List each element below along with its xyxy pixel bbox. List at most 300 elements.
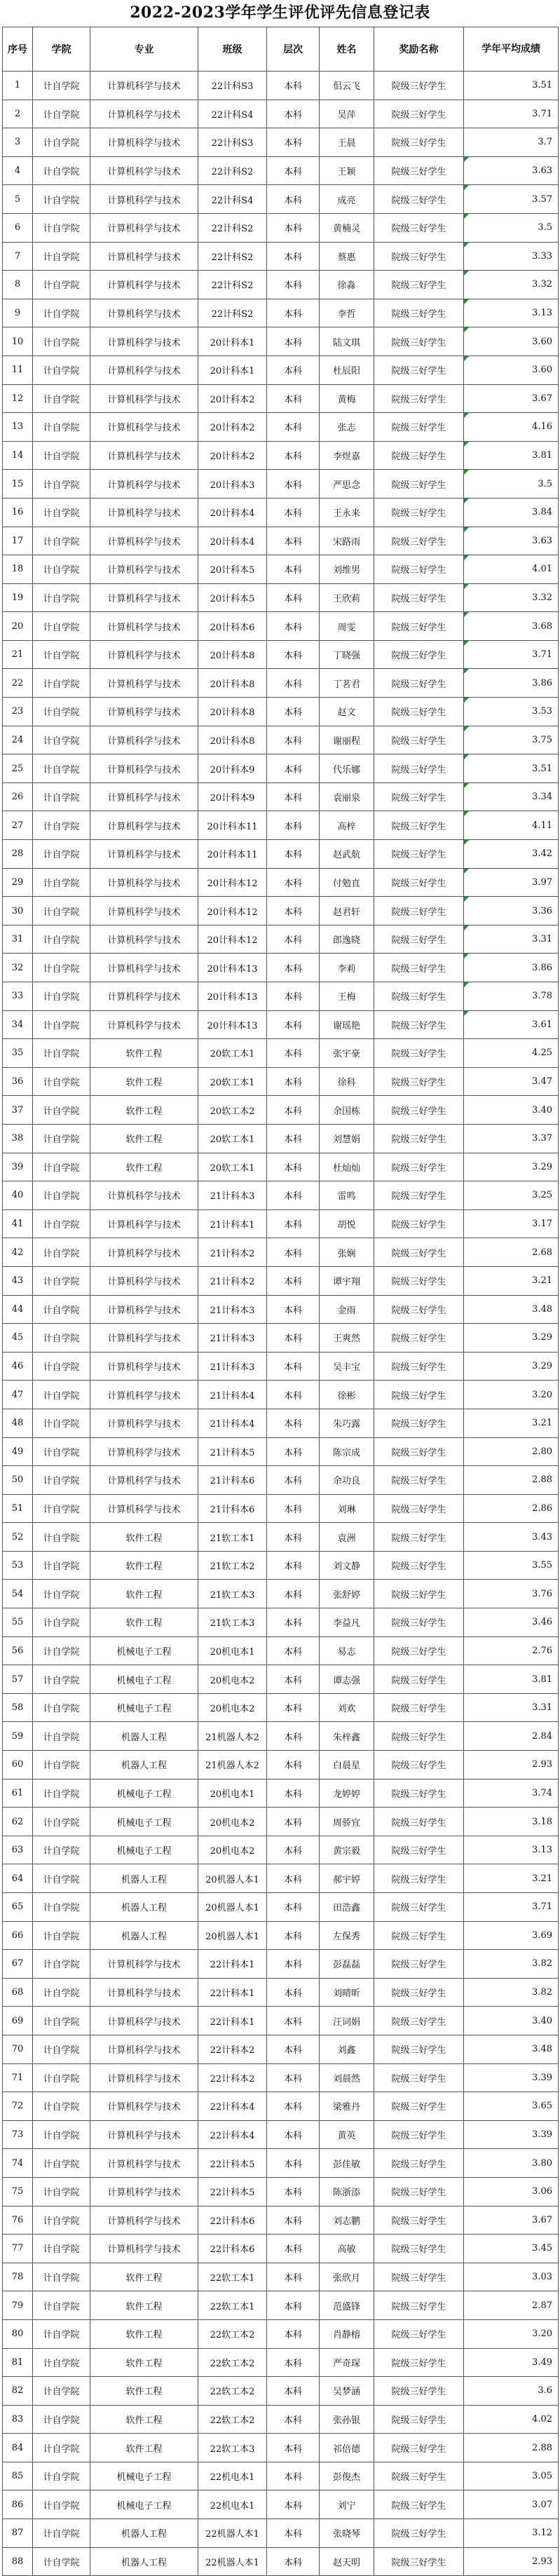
cell-level: 本科 <box>267 470 320 499</box>
cell-avg-score: 3.63 <box>464 527 559 555</box>
cell-level: 本科 <box>267 1153 320 1181</box>
table-row <box>3 72 559 100</box>
cell-student-name: 刘文静 <box>320 1551 374 1580</box>
cell-college: 计自学院 <box>33 1381 90 1409</box>
cell-avg-score: 3.40 <box>464 1096 559 1125</box>
cell-major: 计算机科学与技术 <box>90 897 198 926</box>
cell-college: 计自学院 <box>33 100 90 128</box>
cell-student-name: 张舒婷 <box>320 1580 374 1608</box>
cell-avg-score: 3.05 <box>464 2462 559 2490</box>
cell-class: 20软工本2 <box>198 1096 267 1125</box>
cell-class: 22计科本4 <box>198 2120 267 2149</box>
cell-level: 本科 <box>267 1836 320 1864</box>
cell-avg-score: 3.61 <box>464 1010 559 1039</box>
cell-major: 软件工程 <box>90 2434 198 2462</box>
cell-award: 院级三好学生 <box>374 327 464 356</box>
cell-seq: 70 <box>3 2035 33 2063</box>
cell-avg-score: 3.81 <box>464 441 559 470</box>
cell-major: 计算机科学与技术 <box>90 1950 198 1979</box>
table-row <box>3 2263 559 2291</box>
table-row <box>3 1779 559 1808</box>
cell-student-name: 吴丰宝 <box>320 1352 374 1381</box>
cell-avg-score: 3.18 <box>464 1808 559 1836</box>
cell-award: 院级三好学生 <box>374 982 464 1011</box>
cell-class: 21软工本2 <box>198 1551 267 1580</box>
cell-avg-score: 4.16 <box>464 413 559 442</box>
cell-college: 计自学院 <box>33 1722 90 1751</box>
cell-level: 本科 <box>267 1921 320 1950</box>
cell-avg-score: 3.5 <box>464 213 559 242</box>
table-row <box>3 156 559 185</box>
table-row <box>3 1295 559 1324</box>
cell-college: 计自学院 <box>33 726 90 754</box>
cell-class: 20计科本1 <box>198 327 267 356</box>
cell-major: 计算机科学与技术 <box>90 2120 198 2149</box>
cell-level: 本科 <box>267 811 320 840</box>
cell-seq: 63 <box>3 1836 33 1864</box>
cell-college: 计自学院 <box>33 1409 90 1437</box>
table-row <box>3 1751 559 1780</box>
cell-seq: 72 <box>3 2092 33 2121</box>
cell-avg-score: 3.48 <box>464 1295 559 1324</box>
cell-major: 计算机科学与技术 <box>90 2007 198 2035</box>
cell-major: 机械电子工程 <box>90 2462 198 2490</box>
cell-class: 21计科本2 <box>198 1238 267 1267</box>
cell-college: 计自学院 <box>33 1352 90 1381</box>
cell-seq: 69 <box>3 2007 33 2035</box>
cell-award: 院级三好学生 <box>374 2263 464 2291</box>
cell-avg-score: 3.37 <box>464 1124 559 1153</box>
cell-level: 本科 <box>267 2547 320 2576</box>
cell-major: 计算机科学与技术 <box>90 1494 198 1523</box>
cell-seq: 31 <box>3 925 33 954</box>
cell-major: 计算机科学与技术 <box>90 840 198 869</box>
cell-award: 院级三好学生 <box>374 1409 464 1437</box>
cell-level: 本科 <box>267 1266 320 1295</box>
cell-award: 院级三好学生 <box>374 271 464 299</box>
cell-level: 本科 <box>267 1352 320 1381</box>
cell-level: 本科 <box>267 1039 320 1068</box>
cell-award: 院级三好学生 <box>374 1209 464 1238</box>
cell-avg-score: 3.39 <box>464 2120 559 2149</box>
cell-major: 机械电子工程 <box>90 1836 198 1864</box>
cell-student-name: 张孙银 <box>320 2405 374 2434</box>
table-row <box>3 1864 559 1893</box>
cell-class: 22计科S2 <box>198 213 267 242</box>
cell-award: 院级三好学生 <box>374 1494 464 1523</box>
cell-award: 院级三好学生 <box>374 555 464 584</box>
cell-student-name: 丁茗君 <box>320 669 374 698</box>
cell-college: 计自学院 <box>33 954 90 982</box>
cell-award: 院级三好学生 <box>374 612 464 641</box>
cell-avg-score: 3.12 <box>464 2519 559 2548</box>
cell-class: 20计科本11 <box>198 840 267 869</box>
cell-award: 院级三好学生 <box>374 185 464 214</box>
cell-award: 院级三好学生 <box>374 925 464 954</box>
cell-student-name: 袁洲 <box>320 1523 374 1552</box>
cell-class: 22计科本5 <box>198 2149 267 2178</box>
cell-college: 计自学院 <box>33 2291 90 2320</box>
cell-award: 院级三好学生 <box>374 782 464 811</box>
table-row <box>3 868 559 897</box>
cell-class: 21软工本3 <box>198 1580 267 1608</box>
cell-college: 计自学院 <box>33 213 90 242</box>
cell-seq: 54 <box>3 1580 33 1608</box>
cell-avg-score: 4.11 <box>464 811 559 840</box>
cell-seq: 33 <box>3 982 33 1011</box>
cell-avg-score: 3.21 <box>464 1864 559 1893</box>
cell-level: 本科 <box>267 1608 320 1637</box>
cell-major: 软件工程 <box>90 1551 198 1580</box>
cell-class: 22计科S3 <box>198 72 267 100</box>
cell-class: 20计科本9 <box>198 782 267 811</box>
cell-college: 计自学院 <box>33 1494 90 1523</box>
cell-student-name: 刘慧娟 <box>320 1124 374 1153</box>
cell-college: 计自学院 <box>33 1324 90 1353</box>
cell-level: 本科 <box>267 156 320 185</box>
cell-award: 院级三好学生 <box>374 2405 464 2434</box>
cell-seq: 50 <box>3 1466 33 1495</box>
cell-avg-score: 3.40 <box>464 2007 559 2035</box>
cell-level: 本科 <box>267 2462 320 2490</box>
cell-level: 本科 <box>267 100 320 128</box>
cell-avg-score: 3.07 <box>464 2490 559 2519</box>
cell-seq: 49 <box>3 1437 33 1466</box>
cell-avg-score: 2.87 <box>464 2291 559 2320</box>
cell-seq: 80 <box>3 2319 33 2348</box>
cell-major: 计算机科学与技术 <box>90 782 198 811</box>
cell-level: 本科 <box>267 2348 320 2377</box>
cell-student-name: 高敏 <box>320 2235 374 2263</box>
cell-college: 计自学院 <box>33 2348 90 2377</box>
cell-award: 院级三好学生 <box>374 100 464 128</box>
table-row <box>3 2319 559 2348</box>
cell-major: 机器人工程 <box>90 2519 198 2548</box>
cell-avg-score: 3.60 <box>464 327 559 356</box>
cell-student-name: 佀云飞 <box>320 72 374 100</box>
cell-class: 22计科本2 <box>198 2063 267 2092</box>
cell-award: 院级三好学生 <box>374 413 464 442</box>
cell-student-name: 张晓琴 <box>320 2519 374 2548</box>
cell-major: 软件工程 <box>90 1124 198 1153</box>
cell-class: 20计科本13 <box>198 982 267 1011</box>
table-row <box>3 2462 559 2490</box>
cell-major: 计算机科学与技术 <box>90 498 198 527</box>
cell-college: 计自学院 <box>33 2035 90 2063</box>
cell-level: 本科 <box>267 1409 320 1437</box>
cell-level: 本科 <box>267 1893 320 1922</box>
cell-avg-score: 3.39 <box>464 2063 559 2092</box>
cell-class: 20软工本1 <box>198 1067 267 1096</box>
cell-student-name: 吴梦涵 <box>320 2377 374 2406</box>
cell-avg-score: 2.93 <box>464 2547 559 2576</box>
cell-student-name: 陆文琪 <box>320 327 374 356</box>
cell-student-name: 谢丽程 <box>320 726 374 754</box>
cell-level: 本科 <box>267 1209 320 1238</box>
cell-class: 22软工本2 <box>198 2377 267 2406</box>
cell-seq: 18 <box>3 555 33 584</box>
cell-college: 计自学院 <box>33 925 90 954</box>
cell-avg-score: 2.88 <box>464 1466 559 1495</box>
cell-level: 本科 <box>267 185 320 214</box>
table-row <box>3 470 559 499</box>
cell-seq: 35 <box>3 1039 33 1068</box>
cell-student-name: 朱巧露 <box>320 1409 374 1437</box>
cell-major: 计算机科学与技术 <box>90 640 198 669</box>
cell-avg-score: 3.65 <box>464 2092 559 2121</box>
table-row <box>3 2092 559 2121</box>
cell-student-name: 黄楠灵 <box>320 213 374 242</box>
cell-award: 院级三好学生 <box>374 1067 464 1096</box>
table-row <box>3 1921 559 1950</box>
table-row <box>3 897 559 926</box>
cell-level: 本科 <box>267 1238 320 1267</box>
table-row <box>3 2035 559 2063</box>
cell-level: 本科 <box>267 840 320 869</box>
table-row <box>3 982 559 1011</box>
cell-seq: 44 <box>3 1295 33 1324</box>
cell-avg-score: 2.80 <box>464 1437 559 1466</box>
cell-award: 院级三好学生 <box>374 811 464 840</box>
cell-college: 计自学院 <box>33 698 90 726</box>
cell-college: 计自学院 <box>33 156 90 185</box>
cell-award: 院级三好学生 <box>374 754 464 783</box>
table-row <box>3 840 559 869</box>
cell-major: 计算机科学与技术 <box>90 384 198 413</box>
cell-college: 计自学院 <box>33 2405 90 2434</box>
table-row <box>3 925 559 954</box>
cell-seq: 61 <box>3 1779 33 1808</box>
cell-student-name: 李莉 <box>320 954 374 982</box>
cell-award: 院级三好学生 <box>374 2291 464 2320</box>
cell-avg-score: 2.93 <box>464 1751 559 1780</box>
table-row <box>3 726 559 754</box>
header-award: 奖励名称 <box>374 27 464 72</box>
cell-seq: 87 <box>3 2519 33 2548</box>
cell-seq: 46 <box>3 1352 33 1381</box>
cell-class: 20计科本5 <box>198 583 267 612</box>
cell-class: 22计科本2 <box>198 2035 267 2063</box>
cell-student-name: 张娴 <box>320 1238 374 1267</box>
cell-award: 院级三好学生 <box>374 2007 464 2035</box>
cell-major: 计算机科学与技术 <box>90 299 198 327</box>
cell-level: 本科 <box>267 612 320 641</box>
cell-major: 计算机科学与技术 <box>90 1181 198 1210</box>
cell-avg-score: 3.32 <box>464 583 559 612</box>
cell-level: 本科 <box>267 897 320 926</box>
cell-award: 院级三好学生 <box>374 355 464 384</box>
cell-class: 20计科本2 <box>198 441 267 470</box>
cell-level: 本科 <box>267 213 320 242</box>
cell-student-name: 刘欢 <box>320 1693 374 1722</box>
cell-level: 本科 <box>267 2291 320 2320</box>
cell-major: 计算机科学与技术 <box>90 100 198 128</box>
cell-seq: 32 <box>3 954 33 982</box>
cell-student-name: 龙婷婷 <box>320 1779 374 1808</box>
cell-college: 计自学院 <box>33 2263 90 2291</box>
cell-award: 院级三好学生 <box>374 1580 464 1608</box>
table-row <box>3 213 559 242</box>
cell-award: 院级三好学生 <box>374 498 464 527</box>
cell-level: 本科 <box>267 1978 320 2007</box>
cell-major: 计算机科学与技术 <box>90 669 198 698</box>
table-row <box>3 1551 559 1580</box>
cell-major: 计算机科学与技术 <box>90 982 198 1011</box>
cell-award: 院级三好学生 <box>374 840 464 869</box>
cell-college: 计自学院 <box>33 299 90 327</box>
cell-seq: 37 <box>3 1096 33 1125</box>
cell-seq: 58 <box>3 1693 33 1722</box>
cell-student-name: 丁晓强 <box>320 640 374 669</box>
cell-major: 软件工程 <box>90 1580 198 1608</box>
cell-avg-score: 3.55 <box>464 1551 559 1580</box>
cell-seq: 71 <box>3 2063 33 2092</box>
cell-student-name: 王梅 <box>320 982 374 1011</box>
cell-college: 计自学院 <box>33 1779 90 1808</box>
cell-class: 20机电本2 <box>198 1693 267 1722</box>
cell-award: 院级三好学生 <box>374 2348 464 2377</box>
cell-level: 本科 <box>267 1010 320 1039</box>
cell-college: 计自学院 <box>33 2235 90 2263</box>
cell-seq: 78 <box>3 2263 33 2291</box>
cell-major: 软件工程 <box>90 2348 198 2377</box>
cell-level: 本科 <box>267 1437 320 1466</box>
table-row <box>3 128 559 157</box>
cell-avg-score: 3.7 <box>464 128 559 157</box>
cell-college: 计自学院 <box>33 612 90 641</box>
cell-major: 计算机科学与技术 <box>90 698 198 726</box>
cell-college: 计自学院 <box>33 1551 90 1580</box>
cell-student-name: 徐科 <box>320 1067 374 1096</box>
cell-major: 计算机科学与技术 <box>90 413 198 442</box>
cell-level: 本科 <box>267 1779 320 1808</box>
cell-student-name: 刘晨然 <box>320 2063 374 2092</box>
cell-avg-score: 3.75 <box>464 726 559 754</box>
table-row <box>3 1950 559 1979</box>
cell-major: 机器人工程 <box>90 1893 198 1922</box>
cell-avg-score: 3.60 <box>464 355 559 384</box>
cell-major: 计算机科学与技术 <box>90 1010 198 1039</box>
cell-college: 计自学院 <box>33 470 90 499</box>
cell-major: 机械电子工程 <box>90 1636 198 1665</box>
cell-avg-score: 3.86 <box>464 669 559 698</box>
cell-class: 20计科本8 <box>198 698 267 726</box>
cell-student-name: 李煜嘉 <box>320 441 374 470</box>
cell-college: 计自学院 <box>33 441 90 470</box>
cell-major: 计算机科学与技术 <box>90 156 198 185</box>
cell-major: 计算机科学与技术 <box>90 72 198 100</box>
cell-level: 本科 <box>267 2120 320 2149</box>
cell-seq: 66 <box>3 1921 33 1950</box>
table-row <box>3 1893 559 1922</box>
cell-college: 计自学院 <box>33 555 90 584</box>
cell-student-name: 左保秀 <box>320 1921 374 1950</box>
cell-major: 软件工程 <box>90 1067 198 1096</box>
table-row <box>3 2490 559 2519</box>
cell-avg-score: 3.13 <box>464 299 559 327</box>
cell-seq: 25 <box>3 754 33 783</box>
cell-level: 本科 <box>267 1124 320 1153</box>
cell-award: 院级三好学生 <box>374 1266 464 1295</box>
cell-student-name: 雷鸣 <box>320 1181 374 1210</box>
cell-award: 院级三好学生 <box>374 441 464 470</box>
cell-avg-score: 3.86 <box>464 954 559 982</box>
cell-major: 计算机科学与技术 <box>90 1238 198 1267</box>
table-row <box>3 2519 559 2548</box>
cell-award: 院级三好学生 <box>374 2377 464 2406</box>
cell-class: 21计科本2 <box>198 1266 267 1295</box>
cell-seq: 7 <box>3 242 33 271</box>
header-seq: 序号 <box>3 27 33 72</box>
cell-level: 本科 <box>267 1751 320 1780</box>
cell-college: 计自学院 <box>33 2149 90 2178</box>
cell-seq: 67 <box>3 1950 33 1979</box>
table-row <box>3 1693 559 1722</box>
cell-avg-score: 3.34 <box>464 782 559 811</box>
cell-class: 20计科本6 <box>198 612 267 641</box>
cell-college: 计自学院 <box>33 1836 90 1864</box>
cell-college: 计自学院 <box>33 897 90 926</box>
cell-avg-score: 3.43 <box>464 1523 559 1552</box>
cell-major: 软件工程 <box>90 1096 198 1125</box>
cell-class: 21计科本4 <box>198 1381 267 1409</box>
cell-award: 院级三好学生 <box>374 897 464 926</box>
cell-major: 计算机科学与技术 <box>90 2149 198 2178</box>
cell-college: 计自学院 <box>33 754 90 783</box>
table-row <box>3 811 559 840</box>
cell-award: 院级三好学生 <box>374 1722 464 1751</box>
cell-major: 计算机科学与技术 <box>90 2177 198 2206</box>
cell-major: 机器人工程 <box>90 2547 198 2576</box>
cell-college: 计自学院 <box>33 498 90 527</box>
cell-major: 计算机科学与技术 <box>90 1324 198 1353</box>
cell-seq: 52 <box>3 1523 33 1552</box>
cell-student-name: 陈浙添 <box>320 2177 374 2206</box>
cell-avg-score: 3.71 <box>464 100 559 128</box>
cell-avg-score: 3.74 <box>464 1779 559 1808</box>
cell-college: 计自学院 <box>33 1636 90 1665</box>
cell-major: 计算机科学与技术 <box>90 2092 198 2121</box>
cell-class: 20计科本12 <box>198 897 267 926</box>
table-row <box>3 2206 559 2235</box>
cell-college: 计自学院 <box>33 1181 90 1210</box>
table-row <box>3 1665 559 1694</box>
cell-major: 机器人工程 <box>90 1864 198 1893</box>
cell-college: 计自学院 <box>33 128 90 157</box>
table-row <box>3 1466 559 1495</box>
cell-seq: 56 <box>3 1636 33 1665</box>
cell-avg-score: 3.46 <box>464 1608 559 1637</box>
cell-award: 院级三好学生 <box>374 2177 464 2206</box>
cell-major: 机械电子工程 <box>90 2490 198 2519</box>
cell-college: 计自学院 <box>33 72 90 100</box>
cell-class: 21计科本5 <box>198 1437 267 1466</box>
cell-class: 20计科本1 <box>198 355 267 384</box>
cell-class: 22计科本1 <box>198 1978 267 2007</box>
cell-student-name: 白晨星 <box>320 1751 374 1780</box>
cell-award: 院级三好学生 <box>374 1665 464 1694</box>
cell-level: 本科 <box>267 669 320 698</box>
cell-seq: 57 <box>3 1665 33 1694</box>
cell-class: 20软工本1 <box>198 1124 267 1153</box>
cell-level: 本科 <box>267 2519 320 2548</box>
cell-avg-score: 3.5 <box>464 470 559 499</box>
cell-level: 本科 <box>267 2319 320 2348</box>
cell-major: 计算机科学与技术 <box>90 2063 198 2092</box>
cell-college: 计自学院 <box>33 1437 90 1466</box>
cell-college: 计自学院 <box>33 1124 90 1153</box>
cell-major: 软件工程 <box>90 1608 198 1637</box>
